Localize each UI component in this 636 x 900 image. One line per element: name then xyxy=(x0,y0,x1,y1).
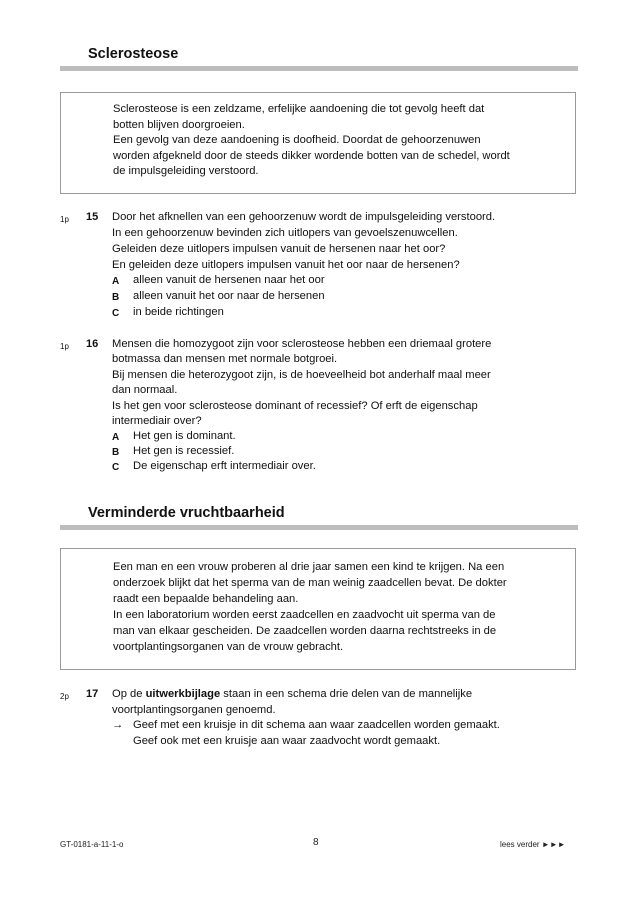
next-page-indicator: lees verder ►►► xyxy=(500,840,566,849)
question-text: Op de uitwerkbijlage staan in een schema drie delen van de mannelijke xyxy=(112,688,473,700)
intro-text-box xyxy=(60,92,576,194)
intro-line: voortplantingsorganen van de vrouw gebracht. xyxy=(113,641,344,653)
option-letter: A xyxy=(112,432,120,443)
option-letter: C xyxy=(112,462,120,473)
section-divider xyxy=(60,66,578,71)
question-number: 17 xyxy=(86,688,99,700)
question-text: Door het afknellen van een gehoorzenuw wordt de impulsgeleiding verstoord. xyxy=(112,211,496,223)
question-text: In een gehoorzenuw bevinden zich uitlopers van gevoelszenuwcellen. xyxy=(112,227,458,239)
uitwerkbijlage-reference: uitwerkbijlage xyxy=(145,688,221,700)
answer-option[interactable]: De eigenschap erft intermediair over. xyxy=(133,460,316,472)
answer-option[interactable]: alleen vanuit de hersenen naar het oor xyxy=(133,274,325,286)
intro-line: worden afgekneld door de steeds dikker wordende botten van de schedel, wordt xyxy=(113,149,510,162)
intro-line: raadt een bepaalde behandeling aan. xyxy=(113,593,299,605)
answer-option[interactable]: alleen vanuit het oor naar de hersenen xyxy=(133,290,325,302)
instruction-text: Geef ook met een kruisje aan waar zaadvocht wordt gemaakt. xyxy=(133,735,441,747)
instruction-text: Geef met een kruisje in dit schema aan waar zaadcellen worden gemaakt. xyxy=(133,719,500,731)
question-text: voortplantingsorganen genoemd. xyxy=(112,704,276,716)
question-text: Mensen die homozygoot zijn voor sclerosteose hebben een driemaal grotere xyxy=(112,338,492,350)
question-points: 2p xyxy=(60,692,69,701)
intro-line: Sclerosteose is een zeldzame, erfelijke aandoening die tot gevolg heeft dat xyxy=(113,103,485,115)
intro-line: onderzoek blijkt dat het sperma van de man weinig zaadcellen bevat. De dokter xyxy=(113,577,507,589)
option-letter: B xyxy=(112,447,120,458)
option-letter: B xyxy=(112,292,120,303)
intro-line: man van elkaar gescheiden. De zaadcellen worden daarna rechtstreeks in de xyxy=(113,625,497,637)
exam-code: GT-0181-a-11-1-o xyxy=(60,840,124,849)
option-letter: C xyxy=(112,308,120,319)
question-text: intermediair over? xyxy=(112,415,202,427)
intro-text-box xyxy=(60,548,576,670)
question-text: Geleiden deze uitlopers impulsen vanuit de hersenen naar het oor? xyxy=(112,243,446,255)
question-text: Is het gen voor sclerosteose dominant of recessief? Of erft de eigenschap xyxy=(112,400,478,412)
section-title-vruchtbaarheid: Verminderde vruchtbaarheid xyxy=(88,505,285,521)
answer-option[interactable]: Het gen is recessief. xyxy=(133,445,235,457)
section-title-sclerosteose: Sclerosteose xyxy=(88,46,179,62)
section-divider xyxy=(60,525,578,530)
intro-line: botten blijven doorgroeien. xyxy=(113,118,245,131)
question-points: 1p xyxy=(60,342,69,351)
question-points: 1p xyxy=(60,215,69,224)
intro-line: Een man en een vrouw proberen al drie jaar samen een kind te krijgen. Na een xyxy=(113,561,505,573)
intro-line: Een gevolg van deze aandoening is doofheid. Doordat de gehoorzenuwen xyxy=(113,134,481,146)
page-number: 8 xyxy=(313,837,319,848)
question-text: dan normaal. xyxy=(112,384,178,396)
arrow-icon: → xyxy=(112,719,124,731)
question-text: Bij mensen die heterozygoot zijn, is de hoeveelheid bot anderhalf maal meer xyxy=(112,369,491,381)
question-text: botmassa dan mensen met normale botgroei. xyxy=(112,353,338,365)
intro-line: In een laboratorium worden eerst zaadcellen en zaadvocht uit sperma van de xyxy=(113,609,496,621)
question-text: En geleiden deze uitlopers impulsen vanuit het oor naar de hersenen? xyxy=(112,259,460,271)
question-number: 16 xyxy=(86,338,99,350)
question-number: 15 xyxy=(86,211,99,223)
option-letter: A xyxy=(112,276,120,287)
answer-option[interactable]: Het gen is dominant. xyxy=(133,430,236,442)
intro-line: de impulsgeleiding verstoord. xyxy=(113,165,259,177)
answer-option[interactable]: in beide richtingen xyxy=(133,306,224,318)
